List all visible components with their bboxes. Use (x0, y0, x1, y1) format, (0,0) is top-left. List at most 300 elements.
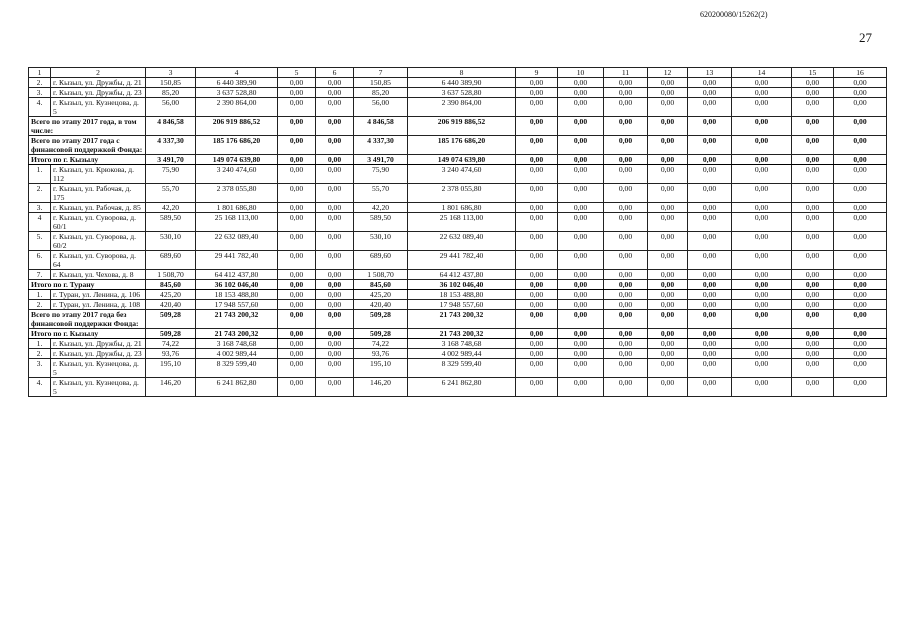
value-cell: 206 919 886,52 (408, 117, 516, 136)
value-cell: 0,00 (516, 251, 558, 270)
value-cell: 0,00 (648, 155, 688, 165)
column-number-cell: 16 (834, 68, 887, 78)
value-cell: 18 153 488,80 (408, 290, 516, 300)
summary-label: Всего по этапу 2017 года без финансовой поддержки Фонда: (29, 310, 146, 329)
value-cell: 0,00 (792, 78, 834, 88)
row-number: 3. (29, 359, 51, 378)
value-cell: 0,00 (648, 310, 688, 329)
address-cell: г. Кызыл, ул. Суворова, д. 64 (51, 251, 146, 270)
value-cell: 56,00 (354, 98, 408, 117)
column-number-cell: 3 (146, 68, 196, 78)
value-cell: 0,00 (604, 280, 648, 290)
value-cell: 0,00 (688, 280, 732, 290)
column-number-cell: 9 (516, 68, 558, 78)
value-cell: 0,00 (648, 280, 688, 290)
row-number: 6. (29, 251, 51, 270)
value-cell: 0,00 (834, 349, 887, 359)
value-cell: 0,00 (558, 300, 604, 310)
value-cell: 0,00 (604, 349, 648, 359)
value-cell: 6 440 389,90 (196, 78, 278, 88)
value-cell: 0,00 (604, 98, 648, 117)
value-cell: 0,00 (316, 165, 354, 184)
address-cell: г. Кызыл, ул. Дружбы, д. 21 (51, 339, 146, 349)
value-cell: 0,00 (688, 203, 732, 213)
value-cell: 0,00 (792, 136, 834, 155)
value-cell: 0,00 (278, 165, 316, 184)
value-cell: 1 801 686,80 (196, 203, 278, 213)
value-cell: 8 329 599,40 (408, 359, 516, 378)
value-cell: 0,00 (558, 78, 604, 88)
value-cell: 425,20 (146, 290, 196, 300)
value-cell: 530,10 (146, 232, 196, 251)
value-cell: 0,00 (558, 136, 604, 155)
value-cell: 0,00 (604, 359, 648, 378)
value-cell: 146,20 (146, 378, 196, 397)
value-cell: 0,00 (688, 349, 732, 359)
value-cell: 0,00 (688, 155, 732, 165)
value-cell: 0,00 (316, 251, 354, 270)
summary-row (29, 155, 887, 165)
value-cell: 420,40 (354, 300, 408, 310)
value-cell: 0,00 (278, 78, 316, 88)
value-cell: 4 846,58 (146, 117, 196, 136)
table-row (29, 165, 887, 184)
value-cell: 150,85 (146, 78, 196, 88)
column-number-cell: 14 (732, 68, 792, 78)
value-cell: 0,00 (604, 310, 648, 329)
value-cell: 0,00 (792, 88, 834, 98)
value-cell: 0,00 (648, 329, 688, 339)
value-cell: 0,00 (834, 251, 887, 270)
value-cell: 0,00 (648, 300, 688, 310)
value-cell: 3 491,70 (146, 155, 196, 165)
value-cell: 0,00 (834, 300, 887, 310)
value-cell: 0,00 (516, 232, 558, 251)
page-number: 27 (859, 30, 872, 45)
value-cell: 195,10 (354, 359, 408, 378)
value-cell: 589,50 (354, 213, 408, 232)
value-cell: 0,00 (516, 270, 558, 280)
value-cell: 3 168 748,68 (196, 339, 278, 349)
value-cell: 689,60 (354, 251, 408, 270)
value-cell: 0,00 (516, 213, 558, 232)
row-number: 1. (29, 290, 51, 300)
value-cell: 0,00 (316, 88, 354, 98)
value-cell: 0,00 (732, 98, 792, 117)
value-cell: 0,00 (604, 378, 648, 397)
value-cell: 93,76 (146, 349, 196, 359)
value-cell: 0,00 (604, 290, 648, 300)
row-number: 1. (29, 165, 51, 184)
value-cell: 0,00 (604, 165, 648, 184)
address-cell: г. Кызыл, ул. Чехова, д. 8 (51, 270, 146, 280)
value-cell: 3 240 474,60 (196, 165, 278, 184)
document-id: 620200080/15262(2) (700, 10, 768, 19)
value-cell: 0,00 (648, 290, 688, 300)
row-number: 7. (29, 270, 51, 280)
summary-row (29, 329, 887, 339)
value-cell: 0,00 (732, 213, 792, 232)
value-cell: 42,20 (354, 203, 408, 213)
value-cell: 0,00 (278, 203, 316, 213)
row-number: 2. (29, 300, 51, 310)
value-cell: 0,00 (792, 280, 834, 290)
value-cell: 22 632 089,40 (196, 232, 278, 251)
value-cell: 0,00 (732, 270, 792, 280)
value-cell: 56,00 (146, 98, 196, 117)
column-number-cell: 12 (648, 68, 688, 78)
value-cell: 0,00 (648, 117, 688, 136)
value-cell: 3 637 528,80 (196, 88, 278, 98)
column-number-cell: 8 (408, 68, 516, 78)
value-cell: 3 637 528,80 (408, 88, 516, 98)
column-number-cell: 5 (278, 68, 316, 78)
summary-row (29, 117, 887, 136)
value-cell: 0,00 (792, 349, 834, 359)
value-cell: 0,00 (834, 270, 887, 280)
value-cell: 0,00 (834, 359, 887, 378)
value-cell: 0,00 (834, 165, 887, 184)
value-cell: 0,00 (604, 184, 648, 203)
value-cell: 0,00 (516, 117, 558, 136)
value-cell: 0,00 (834, 232, 887, 251)
value-cell: 589,50 (146, 213, 196, 232)
value-cell: 0,00 (732, 78, 792, 88)
column-number-row (29, 68, 887, 78)
value-cell: 0,00 (688, 88, 732, 98)
value-cell: 0,00 (648, 349, 688, 359)
value-cell: 0,00 (316, 213, 354, 232)
value-cell: 0,00 (732, 251, 792, 270)
value-cell: 689,60 (146, 251, 196, 270)
value-cell: 0,00 (516, 310, 558, 329)
value-cell: 0,00 (604, 300, 648, 310)
value-cell: 0,00 (834, 98, 887, 117)
value-cell: 0,00 (558, 280, 604, 290)
value-cell: 93,76 (354, 349, 408, 359)
value-cell: 4 337,30 (146, 136, 196, 155)
value-cell: 2 378 055,80 (408, 184, 516, 203)
value-cell: 509,28 (354, 310, 408, 329)
table-row (29, 359, 887, 378)
value-cell: 0,00 (834, 213, 887, 232)
column-number-cell: 7 (354, 68, 408, 78)
value-cell: 0,00 (516, 300, 558, 310)
value-cell: 3 240 474,60 (408, 165, 516, 184)
address-cell: г. Кызыл, ул. Кузнецова, д. 5 (51, 378, 146, 397)
value-cell: 22 632 089,40 (408, 232, 516, 251)
value-cell: 0,00 (278, 339, 316, 349)
row-number: 4 (29, 213, 51, 232)
table-row (29, 251, 887, 270)
value-cell: 0,00 (516, 349, 558, 359)
value-cell: 0,00 (316, 117, 354, 136)
value-cell: 0,00 (792, 359, 834, 378)
value-cell: 18 153 488,80 (196, 290, 278, 300)
value-cell: 0,00 (316, 184, 354, 203)
address-cell: г. Кызыл, ул. Дружбы, д. 23 (51, 349, 146, 359)
address-cell: г. Кызыл, ул. Дружбы, д. 21 (51, 78, 146, 88)
value-cell: 0,00 (278, 310, 316, 329)
value-cell: 0,00 (516, 165, 558, 184)
value-cell: 149 074 639,80 (196, 155, 278, 165)
value-cell: 29 441 782,40 (408, 251, 516, 270)
value-cell: 21 743 200,32 (196, 310, 278, 329)
value-cell: 0,00 (648, 339, 688, 349)
value-cell: 0,00 (792, 165, 834, 184)
value-cell: 0,00 (688, 290, 732, 300)
address-cell: г. Кызыл, ул. Крюкова, д. 112 (51, 165, 146, 184)
value-cell: 0,00 (648, 270, 688, 280)
table-row (29, 184, 887, 203)
value-cell: 0,00 (688, 329, 732, 339)
address-cell: г. Кызыл, ул. Кузнецова, д. 5 (51, 98, 146, 117)
value-cell: 0,00 (648, 378, 688, 397)
value-cell: 2 390 864,00 (196, 98, 278, 117)
value-cell: 25 168 113,00 (196, 213, 278, 232)
value-cell: 0,00 (648, 78, 688, 88)
table-row (29, 98, 887, 117)
value-cell: 1 508,70 (354, 270, 408, 280)
value-cell: 0,00 (516, 339, 558, 349)
table-row (29, 270, 887, 280)
value-cell: 0,00 (732, 300, 792, 310)
row-number: 4. (29, 98, 51, 117)
value-cell: 0,00 (316, 280, 354, 290)
value-cell: 0,00 (604, 136, 648, 155)
value-cell: 0,00 (316, 339, 354, 349)
value-cell: 55,70 (354, 184, 408, 203)
value-cell: 0,00 (732, 117, 792, 136)
value-cell: 0,00 (558, 184, 604, 203)
value-cell: 0,00 (278, 232, 316, 251)
value-cell: 0,00 (792, 290, 834, 300)
value-cell: 0,00 (278, 300, 316, 310)
value-cell: 0,00 (688, 270, 732, 280)
value-cell: 85,20 (354, 88, 408, 98)
value-cell: 0,00 (516, 78, 558, 88)
value-cell: 0,00 (732, 155, 792, 165)
value-cell: 509,28 (146, 329, 196, 339)
value-cell: 0,00 (648, 165, 688, 184)
value-cell: 0,00 (278, 280, 316, 290)
table-row (29, 339, 887, 349)
value-cell: 0,00 (688, 117, 732, 136)
value-cell: 0,00 (834, 203, 887, 213)
value-cell: 0,00 (732, 165, 792, 184)
value-cell: 0,00 (834, 184, 887, 203)
address-cell: г. Кызыл, ул. Суворова, д. 60/2 (51, 232, 146, 251)
value-cell: 0,00 (688, 98, 732, 117)
address-cell: г. Кызыл, ул. Суворова, д. 60/1 (51, 213, 146, 232)
value-cell: 4 002 989,44 (408, 349, 516, 359)
value-cell: 149 074 639,80 (408, 155, 516, 165)
summary-row (29, 280, 887, 290)
value-cell: 0,00 (834, 339, 887, 349)
value-cell: 0,00 (732, 349, 792, 359)
summary-row (29, 310, 887, 329)
value-cell: 0,00 (604, 78, 648, 88)
value-cell: 185 176 686,20 (408, 136, 516, 155)
value-cell: 0,00 (648, 232, 688, 251)
table-row (29, 349, 887, 359)
value-cell: 0,00 (516, 136, 558, 155)
value-cell: 0,00 (792, 213, 834, 232)
value-cell: 8 329 599,40 (196, 359, 278, 378)
value-cell: 0,00 (648, 98, 688, 117)
value-cell: 17 948 557,60 (408, 300, 516, 310)
value-cell: 0,00 (278, 378, 316, 397)
value-cell: 21 743 200,32 (408, 329, 516, 339)
value-cell: 0,00 (792, 329, 834, 339)
value-cell: 0,00 (516, 280, 558, 290)
value-cell: 0,00 (316, 290, 354, 300)
value-cell: 146,20 (354, 378, 408, 397)
value-cell: 0,00 (688, 310, 732, 329)
value-cell: 4 846,58 (354, 117, 408, 136)
value-cell: 55,70 (146, 184, 196, 203)
value-cell: 0,00 (648, 88, 688, 98)
value-cell: 0,00 (316, 155, 354, 165)
value-cell: 0,00 (316, 78, 354, 88)
value-cell: 0,00 (604, 251, 648, 270)
value-cell: 4 337,30 (354, 136, 408, 155)
address-cell: г. Туран, ул. Ленина, д. 108 (51, 300, 146, 310)
table-row (29, 290, 887, 300)
value-cell: 0,00 (604, 339, 648, 349)
value-cell: 0,00 (558, 349, 604, 359)
value-cell: 0,00 (792, 378, 834, 397)
value-cell: 0,00 (834, 155, 887, 165)
summary-label: Всего по этапу 2017 года, в том числе: (29, 117, 146, 136)
value-cell: 0,00 (732, 184, 792, 203)
value-cell: 0,00 (834, 88, 887, 98)
row-number: 2. (29, 184, 51, 203)
value-cell: 0,00 (688, 300, 732, 310)
table-row (29, 213, 887, 232)
value-cell: 0,00 (558, 203, 604, 213)
value-cell: 530,10 (354, 232, 408, 251)
value-cell: 0,00 (316, 270, 354, 280)
column-number-cell: 11 (604, 68, 648, 78)
value-cell: 64 412 437,80 (196, 270, 278, 280)
value-cell: 64 412 437,80 (408, 270, 516, 280)
value-cell: 0,00 (558, 310, 604, 329)
value-cell: 0,00 (558, 117, 604, 136)
value-cell: 0,00 (792, 251, 834, 270)
value-cell: 0,00 (792, 232, 834, 251)
value-cell: 0,00 (558, 232, 604, 251)
value-cell: 0,00 (278, 98, 316, 117)
value-cell: 0,00 (732, 329, 792, 339)
value-cell: 0,00 (792, 98, 834, 117)
value-cell: 0,00 (516, 290, 558, 300)
value-cell: 0,00 (834, 310, 887, 329)
value-cell: 0,00 (516, 329, 558, 339)
value-cell: 0,00 (604, 117, 648, 136)
value-cell: 0,00 (688, 378, 732, 397)
value-cell: 0,00 (558, 213, 604, 232)
value-cell: 0,00 (792, 339, 834, 349)
value-cell: 0,00 (316, 232, 354, 251)
column-number-cell: 4 (196, 68, 278, 78)
value-cell: 3 491,70 (354, 155, 408, 165)
column-number-cell: 15 (792, 68, 834, 78)
value-cell: 29 441 782,40 (196, 251, 278, 270)
value-cell: 36 102 046,40 (408, 280, 516, 290)
value-cell: 0,00 (316, 203, 354, 213)
value-cell: 0,00 (316, 310, 354, 329)
value-cell: 0,00 (558, 88, 604, 98)
value-cell: 0,00 (558, 378, 604, 397)
value-cell: 185 176 686,20 (196, 136, 278, 155)
value-cell: 0,00 (648, 213, 688, 232)
value-cell: 0,00 (278, 290, 316, 300)
value-cell: 17 948 557,60 (196, 300, 278, 310)
row-number: 5. (29, 232, 51, 251)
value-cell: 0,00 (648, 136, 688, 155)
value-cell: 4 002 989,44 (196, 349, 278, 359)
value-cell: 1 801 686,80 (408, 203, 516, 213)
value-cell: 0,00 (732, 136, 792, 155)
value-cell: 21 743 200,32 (196, 329, 278, 339)
value-cell: 0,00 (316, 300, 354, 310)
value-cell: 206 919 886,52 (196, 117, 278, 136)
summary-label: Итого по г. Кызылу (29, 155, 146, 165)
value-cell: 0,00 (688, 251, 732, 270)
value-cell: 0,00 (792, 184, 834, 203)
column-number-cell: 1 (29, 68, 51, 78)
table-row (29, 378, 887, 397)
value-cell: 0,00 (604, 329, 648, 339)
value-cell: 509,28 (146, 310, 196, 329)
table-row (29, 88, 887, 98)
value-cell: 0,00 (278, 155, 316, 165)
value-cell: 2 390 864,00 (408, 98, 516, 117)
column-number-cell: 10 (558, 68, 604, 78)
value-cell: 0,00 (316, 136, 354, 155)
value-cell: 0,00 (558, 290, 604, 300)
value-cell: 0,00 (834, 290, 887, 300)
value-cell: 509,28 (354, 329, 408, 339)
table-row (29, 203, 887, 213)
value-cell: 0,00 (732, 88, 792, 98)
value-cell: 0,00 (278, 213, 316, 232)
value-cell: 0,00 (278, 251, 316, 270)
value-cell: 0,00 (688, 232, 732, 251)
value-cell: 0,00 (278, 270, 316, 280)
value-cell: 0,00 (688, 184, 732, 203)
value-cell: 845,60 (146, 280, 196, 290)
value-cell: 0,00 (648, 359, 688, 378)
value-cell: 0,00 (732, 339, 792, 349)
value-cell: 0,00 (688, 78, 732, 88)
value-cell: 85,20 (146, 88, 196, 98)
row-number: 4. (29, 378, 51, 397)
row-number: 3. (29, 203, 51, 213)
value-cell: 21 743 200,32 (408, 310, 516, 329)
value-cell: 0,00 (732, 378, 792, 397)
table-row (29, 232, 887, 251)
value-cell: 0,00 (316, 349, 354, 359)
value-cell: 0,00 (648, 203, 688, 213)
value-cell: 150,85 (354, 78, 408, 88)
address-cell: г. Кызыл, ул. Рабочая, д. 175 (51, 184, 146, 203)
value-cell: 0,00 (516, 378, 558, 397)
value-cell: 420,40 (146, 300, 196, 310)
value-cell: 0,00 (516, 98, 558, 117)
value-cell: 0,00 (516, 184, 558, 203)
